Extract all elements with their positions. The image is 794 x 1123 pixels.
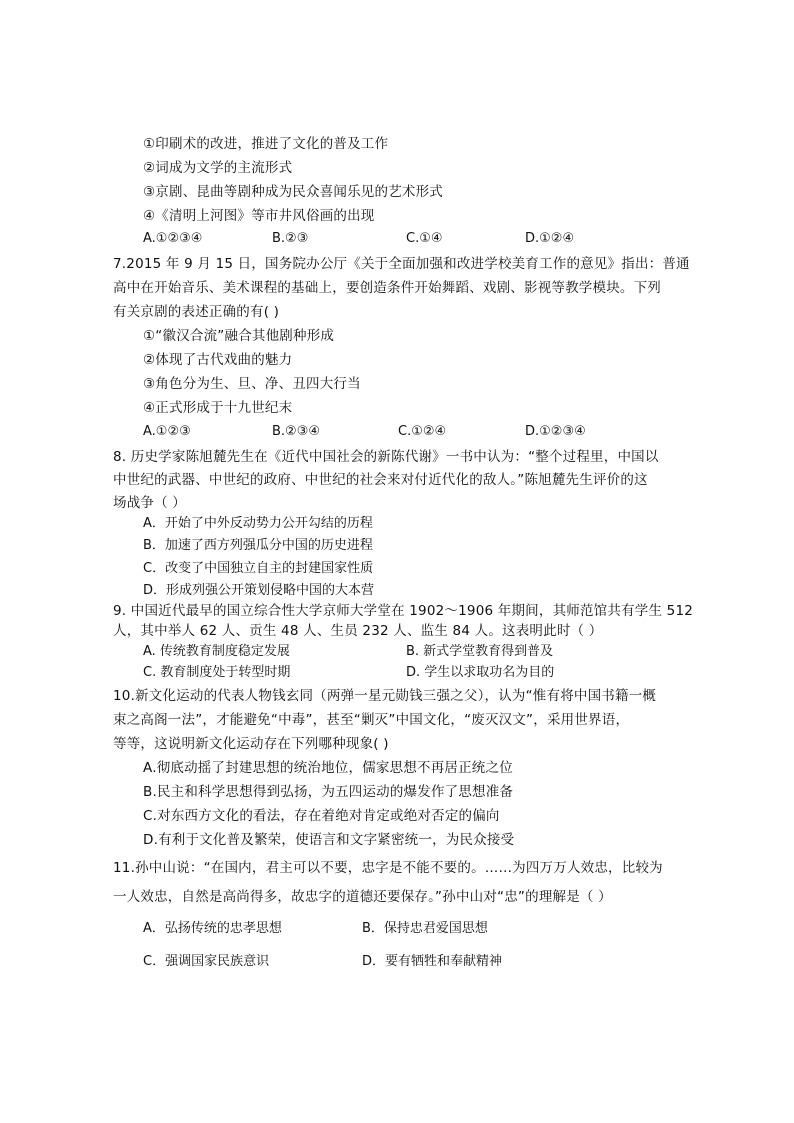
q6-item-4: ④《清明上河图》等市井风俗画的出现 <box>143 208 375 224</box>
q10-option-b: B.民主和科学思想得到弘扬，为五四运动的爆发作了思想准备 <box>143 784 514 800</box>
q11-option-d: D．要有牺牲和奉献精神 <box>362 954 503 969</box>
q6-item-2: ②词成为文学的主流形式 <box>143 160 293 176</box>
q6-item-1: ①印刷术的改进，推进了文化的普及工作 <box>143 136 389 152</box>
q6-option-d: D.①②④ <box>525 231 575 246</box>
q10-option-d: D.有利于文化普及繁荣，使语言和文字紧密统一，为民众接受 <box>143 832 515 848</box>
q7-option-d: D.①②③④ <box>525 424 586 439</box>
q7-item-4: ④正式形成于十九世纪末 <box>143 400 293 416</box>
q6-item-3: ③京剧、昆曲等剧种成为民众喜闻乐见的艺术形式 <box>143 184 444 200</box>
q6-option-b: B.②③ <box>272 231 309 246</box>
q7-item-2: ②体现了古代戏曲的魅力 <box>143 352 293 368</box>
q10-stem-line-3: 等等，这说明新文化运动存在下列哪种现象( ) <box>113 736 389 752</box>
q7-item-1: ①“徽汉合流”融合其他剧种形成 <box>143 328 335 344</box>
q8-option-c: C．改变了中国独立自主的封建国家性质 <box>143 561 374 576</box>
q9-option-c: C. 教育制度处于转型时期 <box>143 665 291 680</box>
q10-stem-line-2: 束之高阁一法”，才能避免“中毒”，甚至“剿灭”中国文化，“废灭汉文”，采用世界语， <box>113 712 630 728</box>
q7-stem-line-1: 7.2015 年 9 月 15 日，国务院办公厅《关于全面加强和改进学校美育工作的意见》指出：普通 <box>113 256 690 272</box>
q7-stem-line-3: 有关京剧的表述正确的有( ) <box>113 304 280 320</box>
q7-option-b: B.②③④ <box>272 424 321 439</box>
q6-option-a: A.①②③④ <box>143 231 203 246</box>
q9-option-b: B. 新式学堂教育得到普及 <box>406 644 554 659</box>
q10-stem-line-1: 10.新文化运动的代表人物钱玄同（两弹一星元勋钱三强之父），认为“惟有将中国书籍一概 <box>113 688 657 704</box>
q9-stem-line-1: 9. 中国近代最早的国立综合性大学京师大学堂在 1902～1906 年期间，其师范馆共有学生 512 <box>113 603 694 619</box>
q7-stem-line-2: 高中在开始音乐、美术课程的基础上，要创造条件开始舞蹈、戏剧、影视等教学模块。下列 <box>113 280 661 296</box>
q11-stem-line-2: 一人效忠，自然是高尚得多，故忠字的道德还要保存。”孙中山对“忠”的理解是（ ） <box>113 889 612 905</box>
q8-option-d: D．形成列强公开策划侵略中国的大本营 <box>143 583 375 598</box>
q9-stem-line-2: 人，其中举人 62 人、贡生 48 人、生员 232 人、监生 84 人。这表明此时（ ） <box>113 623 603 639</box>
q11-option-b: B．保持忠君爱国思想 <box>362 921 488 936</box>
q9-option-a: A. 传统教育制度稳定发展 <box>143 644 290 659</box>
q10-option-c: C.对东西方文化的看法，存在着绝对肯定或绝对否定的偏向 <box>143 808 500 824</box>
q10-option-a: A.彻底动摇了封建思想的统治地位，儒家思想不再居正统之位 <box>143 760 513 776</box>
q8-stem-line-1: 8. 历史学家陈旭麓先生在《近代中国社会的新陈代谢》一书中认为：“整个过程里，中国以 <box>113 449 659 465</box>
q8-stem-line-3: 场战争（ ） <box>113 495 186 511</box>
q11-stem-line-1: 11.孙中山说：“在国内，君主可以不要，忠字是不能不要的。……为四万万人效忠，比较为 <box>113 860 663 876</box>
q9-option-d: D. 学生以求取功名为目的 <box>406 665 555 680</box>
q7-option-a: A.①②③ <box>143 424 191 439</box>
q7-option-c: C.①②④ <box>398 424 447 439</box>
q11-option-c: C．强调国家民族意识 <box>143 954 270 969</box>
q8-option-b: B．加速了西方列强瓜分中国的历史进程 <box>143 538 373 553</box>
q6-option-c: C.①④ <box>406 231 443 246</box>
q7-item-3: ③角色分为生、旦、净、丑四大行当 <box>143 376 361 392</box>
q8-option-a: A．开始了中外反动势力公开勾结的历程 <box>143 516 373 531</box>
q8-stem-line-2: 中世纪的武器、中世纪的政府、中世纪的社会来对付近代化的敌人。”陈旭麓先生评价的这 <box>113 472 648 488</box>
q11-option-a: A．弘扬传统的忠孝思想 <box>143 921 282 936</box>
